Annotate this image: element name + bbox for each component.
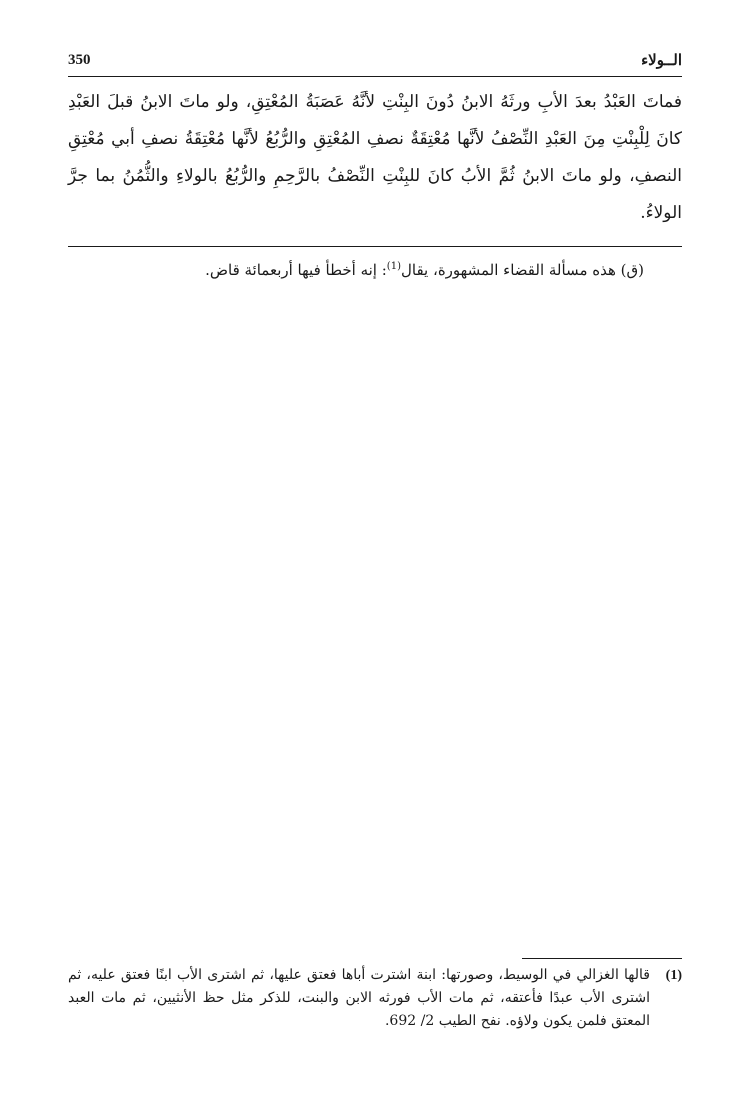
header-rule: [68, 76, 682, 77]
commentary-text-start: (ق) هذه مسألة القضاء المشهورة، يقال: [400, 261, 644, 279]
running-title: الــولاء: [641, 51, 682, 69]
commentary-text-end: : إنه أخطأ فيها أربعمائة قاض.: [205, 261, 387, 279]
footnote-separator: [522, 958, 682, 959]
footnote-number: (1): [665, 968, 682, 983]
footnote: [68, 964, 682, 1033]
footnote-reference: (1): [386, 261, 401, 272]
footnote-text: قالها الغزالي في الوسيط، وصورتها: ابنة اشترت أباها فعتق عليها، ثم اشترى الأب ابنًا فعتق عليه، ثم اشترى الأب عبدًا فأعتقه، ثم مات الأب فورثه الابن والبنت، للذكر مثل حظ الأنثيين، ثم مات العبد المعتق فلمن يكون ولاؤه. نفح الطيب 2/ 692.: [68, 967, 650, 1029]
commentary-separator: [68, 246, 682, 247]
main-text-paragraph: فماتَ العَبْدُ بعدَ الأبِ ورثَهُ الابنُ دُونَ البِنْتِ لأنَّهُ عَصَبَةُ المُعْتِقِ، ولو ماتَ الابنُ قبلَ العَبْدِ كانَ لِلْبِنْتِ مِنَ العَبْدِ النِّصْفُ لأنَّها مُعْتِقَةٌ نصفِ المُعْتِقِ والرُّبُعُ لأنَّها مُعْتِقَةُ نصفِ أبي مُعْتِقِ النصفِ، ولو ماتَ الابنُ ثُمَّ الأبُ كانَ للبِنْتِ النِّصْفُ بالرَّحِمِ والرُّبُعُ بالولاءِ والثُّمُنُ بما جرَّ الولاءُ.: [68, 92, 682, 223]
commentary-note: [120, 256, 644, 284]
page-number: 350: [68, 51, 91, 68]
page-header: [68, 48, 682, 72]
